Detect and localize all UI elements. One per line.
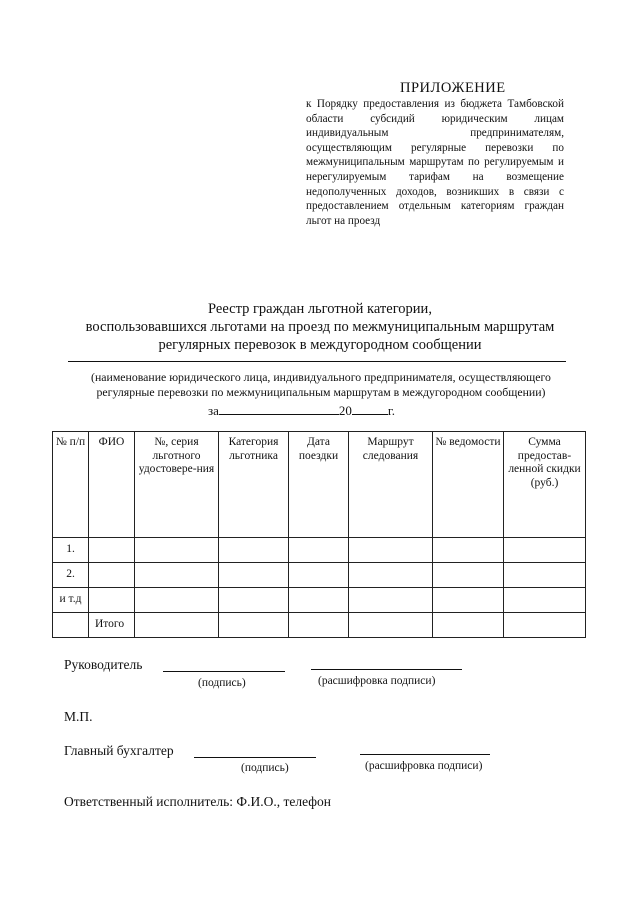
accountant-sign-line	[194, 756, 316, 758]
organization-name-note	[40, 370, 602, 399]
table-cell	[289, 538, 349, 563]
table-cell	[349, 563, 433, 588]
table-cell	[504, 538, 586, 563]
table-cell	[219, 613, 289, 638]
table-cell	[89, 538, 135, 563]
responsible-executor: Ответственный исполнитель: Ф.И.О., телефон	[64, 794, 331, 809]
table-cell	[433, 613, 504, 638]
table-header-row	[53, 432, 586, 538]
period-prefix: за	[208, 403, 219, 418]
table-cell	[349, 613, 433, 638]
header-route: Маршрут следования	[349, 432, 433, 538]
table-cell	[135, 588, 219, 613]
table-cell	[53, 613, 89, 638]
table-cell	[289, 563, 349, 588]
table-cell	[89, 588, 135, 613]
table-cell	[135, 613, 219, 638]
organization-name-line	[68, 360, 566, 362]
table-cell	[219, 563, 289, 588]
accountant-label: Главный бухгалтер	[64, 743, 174, 758]
header-discount-sum: Сумма предостав-ленной скидки (руб.)	[504, 432, 586, 538]
table-row	[53, 538, 586, 563]
table-row	[53, 563, 586, 588]
table-cell	[219, 588, 289, 613]
table-cell	[349, 538, 433, 563]
table-cell	[135, 538, 219, 563]
table-row	[53, 588, 586, 613]
head-sign-caption: (подпись)	[198, 677, 246, 689]
head-label: Руководитель	[64, 657, 143, 672]
row-number: 1.	[53, 538, 89, 563]
head-decode-caption: (расшифровка подписи)	[318, 675, 436, 687]
table-cell	[433, 588, 504, 613]
stamp-place: М.П.	[64, 709, 93, 724]
header-trip-date: Дата поездки	[289, 432, 349, 538]
table-cell	[289, 588, 349, 613]
register-title	[40, 300, 600, 354]
register-title-line-3: регулярных перевозок в междугородном сообщении	[158, 337, 482, 353]
header-sheet-number: № ведомости	[433, 432, 504, 538]
organization-note-line-1: (наименование юридического лица, индивидуального предпринимателя, осуществляющего	[91, 370, 551, 384]
register-title-line-1: Реестр граждан льготной категории,	[208, 301, 432, 317]
header-category: Категория льготника	[219, 432, 289, 538]
header-number: № п/п	[53, 432, 89, 538]
head-decode-line	[311, 668, 462, 670]
table-cell	[504, 613, 586, 638]
table-cell	[219, 538, 289, 563]
table-cell	[349, 588, 433, 613]
period-year-blank	[352, 401, 388, 415]
table-cell	[135, 563, 219, 588]
period-blank	[219, 401, 339, 415]
accountant-decode-caption: (расшифровка подписи)	[365, 760, 483, 772]
table-cell	[504, 563, 586, 588]
row-number: и т.д	[53, 588, 89, 613]
register-table	[52, 431, 586, 638]
register-title-line-2: воспользовавшихся льготами на проезд по межмуниципальным маршрутам	[85, 319, 555, 335]
organization-note-line-2: регулярные перевозки по межмуниципальным маршрутам в междугородном сообщении)	[96, 384, 546, 399]
total-label: Итого	[89, 613, 135, 638]
accountant-decode-line	[360, 753, 490, 755]
header-certificate: №, серия льготного удостовере-ния	[135, 432, 219, 538]
table-cell	[89, 563, 135, 588]
header-fio: ФИО	[89, 432, 135, 538]
head-sign-line	[163, 670, 285, 672]
period-year: 20	[338, 403, 352, 418]
period-suffix: г.	[387, 403, 396, 418]
table-cell	[289, 613, 349, 638]
table-cell	[433, 563, 504, 588]
appendix-text: к Порядку предоставления из бюджета Тамбовской области субсидий юридическим лицам индивидуальным предпринимателям, осуществляющим регулярные перевозки по межмуниципальным маршрутам по регулируемым и нерегулируемым тарифам на возмещение недополученных доходов, возникших в связи с предоставлением отдельным категориям граждан льгот на проезд	[306, 98, 564, 227]
report-period	[208, 401, 395, 419]
accountant-sign-caption: (подпись)	[241, 762, 289, 774]
row-number: 2.	[53, 563, 89, 588]
table-total-row	[53, 613, 586, 638]
table-cell	[433, 538, 504, 563]
appendix-title: ПРИЛОЖЕНИЕ	[400, 80, 506, 96]
table-cell	[504, 588, 586, 613]
